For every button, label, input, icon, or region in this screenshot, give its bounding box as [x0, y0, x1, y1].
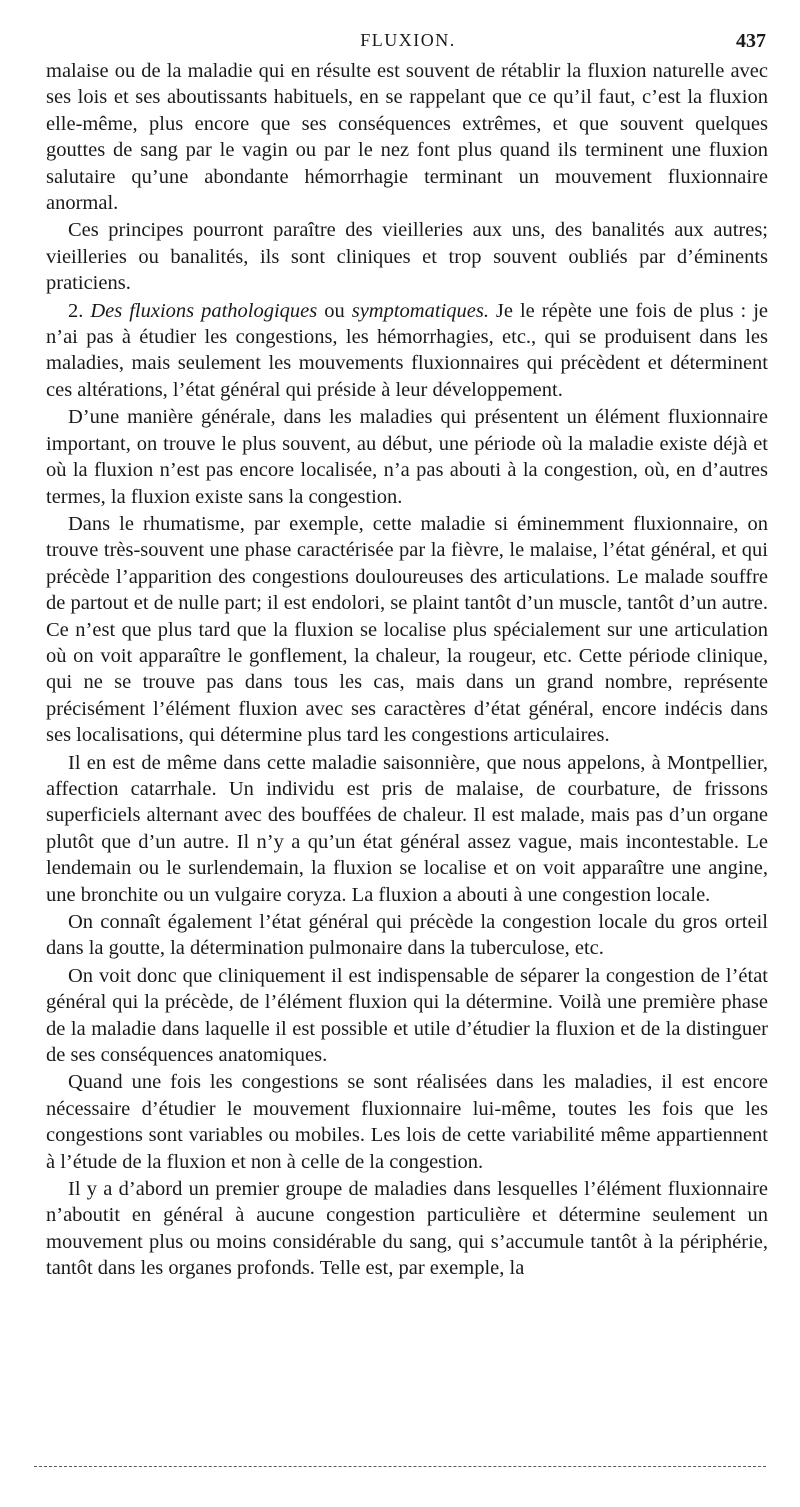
italic-heading-text: Des fluxions pathologiques: [90, 299, 318, 322]
page-number: 437: [736, 30, 766, 52]
paragraph-text: Quand une fois les congestions se sont réalisées dans les maladies, il est encore nécessaire d’étudier le mouvement fluxionnaire lui-même, toutes les fois que les congestions sont variables ou mobiles. Les lois de cette variabilité même appartiennent à l’étude de la fluxion et non à celle de la congestion.: [46, 1071, 768, 1173]
running-header: [44, 30, 772, 56]
paragraph-text: Dans le rhumatisme, par exemple, cette maladie si éminemment fluxionnaire, on trouve très-souvent une phase caractérisée par la fièvre, le malaise, l’état général, et qui précède l’apparition des congestions douloureuses des articulations. Le malade souffre de partout et de nulle part; il est endolori, se plaint tantôt d’un muscle, tantôt d’un autre. Ce n’est que plus tard que la fluxion se localise plus spécialement sur une articulation où on voit apparaître le gonflement, la chaleur, la rougeur, etc. Cette période clinique, qui ne se trouve pas dans tous les cas, mais dans un grand nombre, représente précisément l’élément fluxion avec ses caractères d’état général, encore indécis dans ses localisations, qui détermine plus tard les congestions articulaires.: [46, 512, 768, 747]
paragraph: [46, 511, 768, 749]
paragraph: [46, 1069, 768, 1175]
running-title: FLUXION.: [360, 30, 456, 50]
paragraph-text: Il en est de même dans cette maladie saisonnière, que nous appelons, à Montpellier, affection catarrhale. Un individu est pris de malaise, de courbature, de frissons superficiels alternant avec des bouffées de chaleur. Il est malade, mais pas d’un organe plutôt que d’un autre. Il n’y a qu’un état général assez vague, mais incontestable. Le lendemain ou le surlendemain, la fluxion se localise et on voit apparaître une angine, une bronchite ou un vulgaire coryza. La fluxion a abouti à une congestion locale.: [46, 751, 768, 906]
paragraph-text: D’une manière générale, dans les maladies qui présentent un élément fluxionnaire important, on trouve le plus souvent, au début, une période où la maladie existe déjà et où la fluxion n’est pas encore localisée, n’a pas abouti à la congestion, où, en d’autres termes, la fluxion existe sans la congestion.: [46, 406, 768, 508]
paragraph-text: On voit donc que cliniquement il est indispensable de séparer la congestion de l’état général qui la précède, de l’élément fluxion qui la détermine. Voilà une première phase de la maladie dans laquelle il est possible et utile d’étudier la fluxion et de la distinguer de ses conséquences anatomiques.: [46, 964, 768, 1067]
paragraph: [46, 217, 768, 296]
paragraph-text: Je le répète une fois de plus : je n’ai pas à étudier les congestions, les hémorrhagies, etc., qui se produisent dans les maladies, mais seulement les mouvements fluxionnaires qui précèdent et déterminent ces altérations, l’état général qui préside à leur développement.: [46, 299, 769, 401]
footer-rule: [34, 1466, 766, 1467]
paragraph: [46, 58, 768, 216]
paragraph: [46, 963, 768, 1069]
italic-heading-text: symptomatiques.: [351, 299, 489, 322]
paragraph-text: Ces principes pourront paraître des vieilleries aux uns, des banalités aux autres; vieilleries ou banalités, ils sont cliniques et trop souvent oubliés par d’éminents praticiens.: [46, 219, 768, 295]
paragraph: [46, 298, 768, 404]
body-text: [46, 58, 768, 1282]
paragraph: [46, 750, 768, 908]
paragraph: [46, 909, 768, 962]
paragraph: [46, 1176, 768, 1282]
paragraph-text: 2.: [68, 299, 91, 322]
paragraph-text: On connaît également l’état général qui précède la congestion locale du gros orteil dans la goutte, la détermination pulmonaire dans la tuberculose, etc.: [46, 911, 768, 960]
paragraph-text: malaise ou de la maladie qui en résulte est souvent de rétablir la fluxion naturelle avec ses lois et ses aboutissants habituels, en se rappelant que ce qu’il faut, c’est la fluxion elle-même, plus encore que ses conséquences extrêmes, et que souvent quelques gouttes de sang par le vagin ou par le nez font plus quand ils terminent une fluxion salutaire qu’une abondante hémorrhagie terminant un mouvement fluxionnaire anormal.: [46, 60, 768, 215]
paragraph-text: Il y a d’abord un premier groupe de maladies dans lesquelles l’élément fluxionnaire n’aboutit en général à aucune congestion particulière et détermine seulement un mouvement plus ou moins considérable du sang, qui s’accumule tantôt à la périphérie, tantôt dans les organes profonds. Telle est, par exemple, la: [46, 1178, 768, 1280]
paragraph: [46, 404, 768, 510]
paragraph-text: ou: [317, 299, 352, 322]
